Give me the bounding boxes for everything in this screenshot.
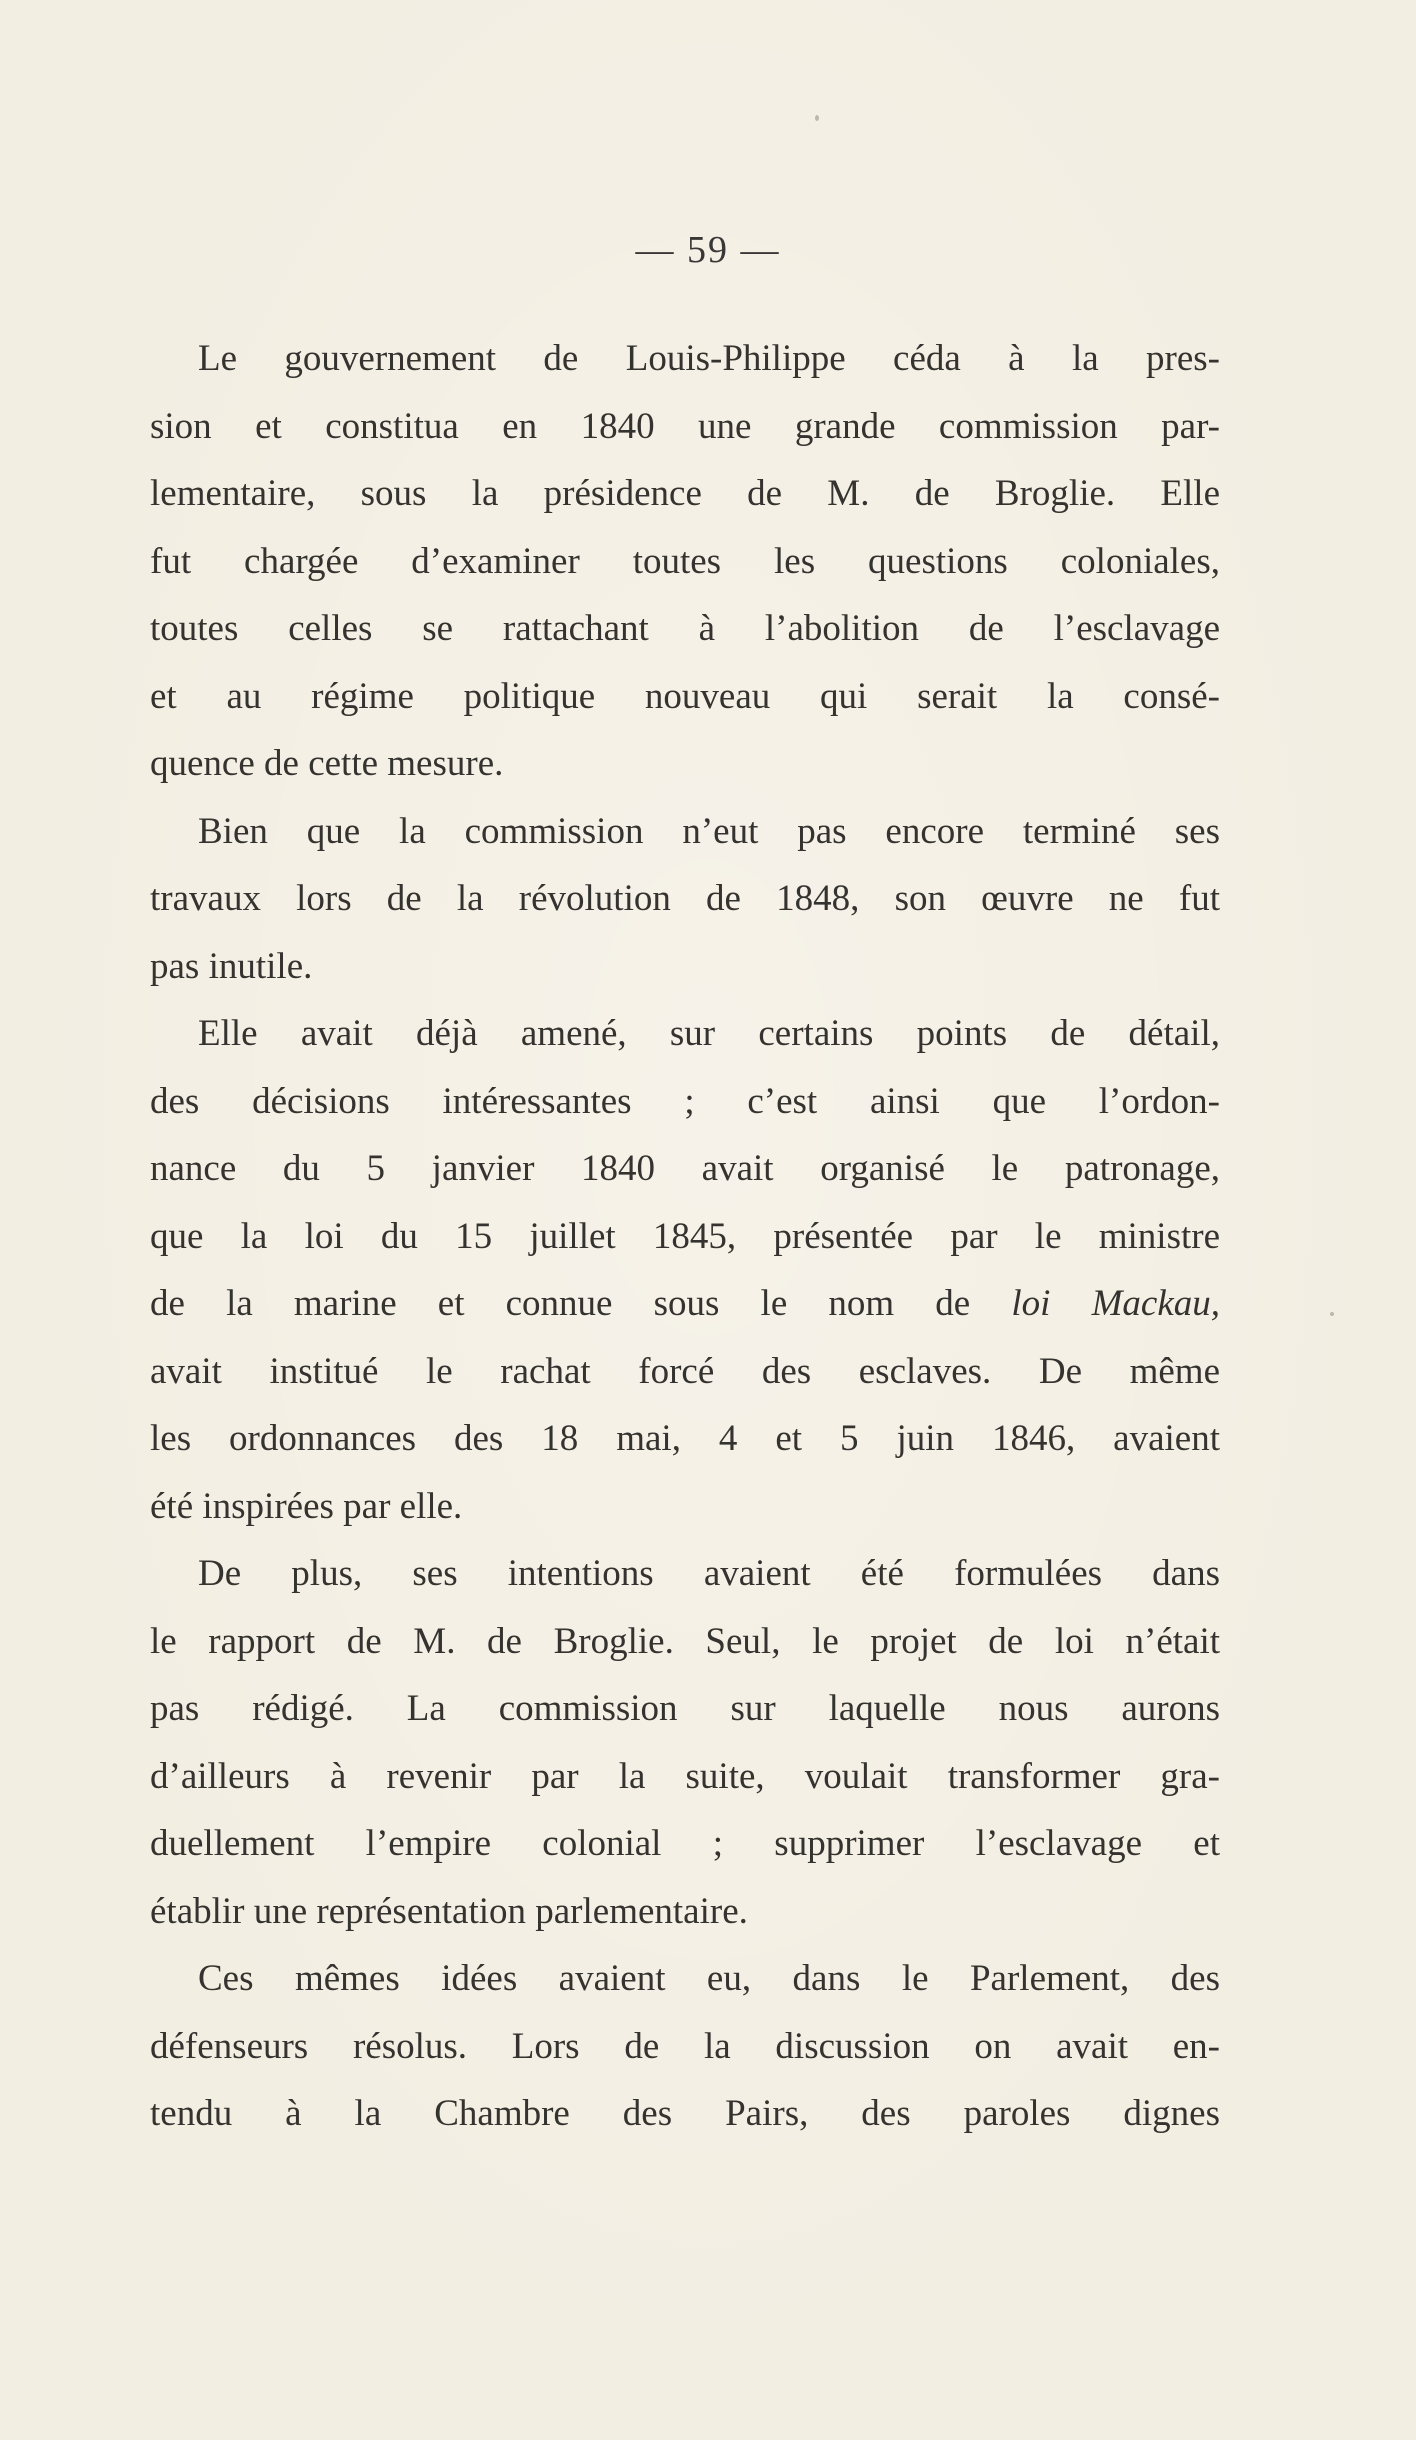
text-segment: de la marine et connue sous le nom de — [150, 1283, 1012, 1324]
text-line: d’ailleurs à revenir par la suite, voulait transformer gra- — [150, 1755, 1220, 1797]
text-line: Le gouvernement de Louis-Philippe céda à la pres- — [198, 338, 1220, 379]
text-line: des décisions intéressantes ; c’est ainsi que l’ordon- — [150, 1080, 1220, 1122]
text-line: lementaire, sous la présidence de M. de Broglie. Elle — [150, 473, 1220, 514]
text-line: travaux lors de la révolution de 1848, son œuvre ne fut — [150, 878, 1220, 919]
text-line: été inspirées par elle. — [150, 1485, 463, 1527]
text-line: tendu à la Chambre des Pairs, des paroles dignes — [150, 2093, 1220, 2134]
text-line: nance du 5 janvier 1840 avait organisé le patronage, — [150, 1148, 1220, 1189]
paper-speck — [1330, 1312, 1334, 1316]
paragraph-3 — [150, 1000, 1220, 1540]
text-line: les ordonnances des 18 mai, 4 et 5 juin 1846, avaient — [150, 1418, 1220, 1459]
text-line: duellement l’empire colonial ; supprimer l’esclavage et — [150, 1823, 1220, 1864]
text-line: que la loi du 15 juillet 1845, présentée par le ministre — [150, 1215, 1220, 1257]
text-line: fut chargée d’examiner toutes les questions coloniales, — [150, 540, 1220, 582]
text-line: quence de cette mesure. — [150, 743, 504, 784]
italic-law-name: loi Mackau, — [1011, 1283, 1220, 1324]
paper-speck — [765, 705, 768, 708]
text-line: établir une représentation parlementaire. — [150, 1890, 748, 1932]
paragraph-2 — [150, 798, 1220, 1001]
text-line: toutes celles se rattachant à l’abolition de l’esclavage — [150, 608, 1220, 649]
text-line: Elle avait déjà amené, sur certains points de détail, — [198, 1013, 1220, 1054]
text-line: sion et constitua en 1840 une grande commission par- — [150, 405, 1220, 447]
text-line: le rapport de M. de Broglie. Seul, le projet de loi n’était — [150, 1620, 1220, 1662]
page-number: — 59 — — [635, 229, 781, 271]
text-line: et au régime politique nouveau qui serait la consé- — [150, 675, 1220, 717]
text-line: De plus, ses intentions avaient été formulées dans — [198, 1553, 1220, 1594]
text-line: Ces mêmes idées avaient eu, dans le Parlement, des — [198, 1958, 1220, 1999]
paragraph-5 — [150, 1945, 1220, 2148]
text-line-with-italic — [150, 1270, 1220, 1338]
body-text — [150, 325, 1220, 2148]
text-line: avait institué le rachat forcé des esclaves. De même — [150, 1350, 1220, 1392]
paragraph-4 — [150, 1540, 1220, 1945]
text-line: pas inutile. — [150, 945, 313, 987]
paragraph-1 — [150, 325, 1220, 798]
paper-speck — [815, 115, 819, 121]
text-line: défenseurs résolus. Lors de la discussion on avait en- — [150, 2025, 1220, 2067]
text-line: Bien que la commission n’eut pas encore terminé ses — [198, 810, 1220, 852]
text-line: pas rédigé. La commission sur laquelle nous aurons — [150, 1688, 1220, 1729]
